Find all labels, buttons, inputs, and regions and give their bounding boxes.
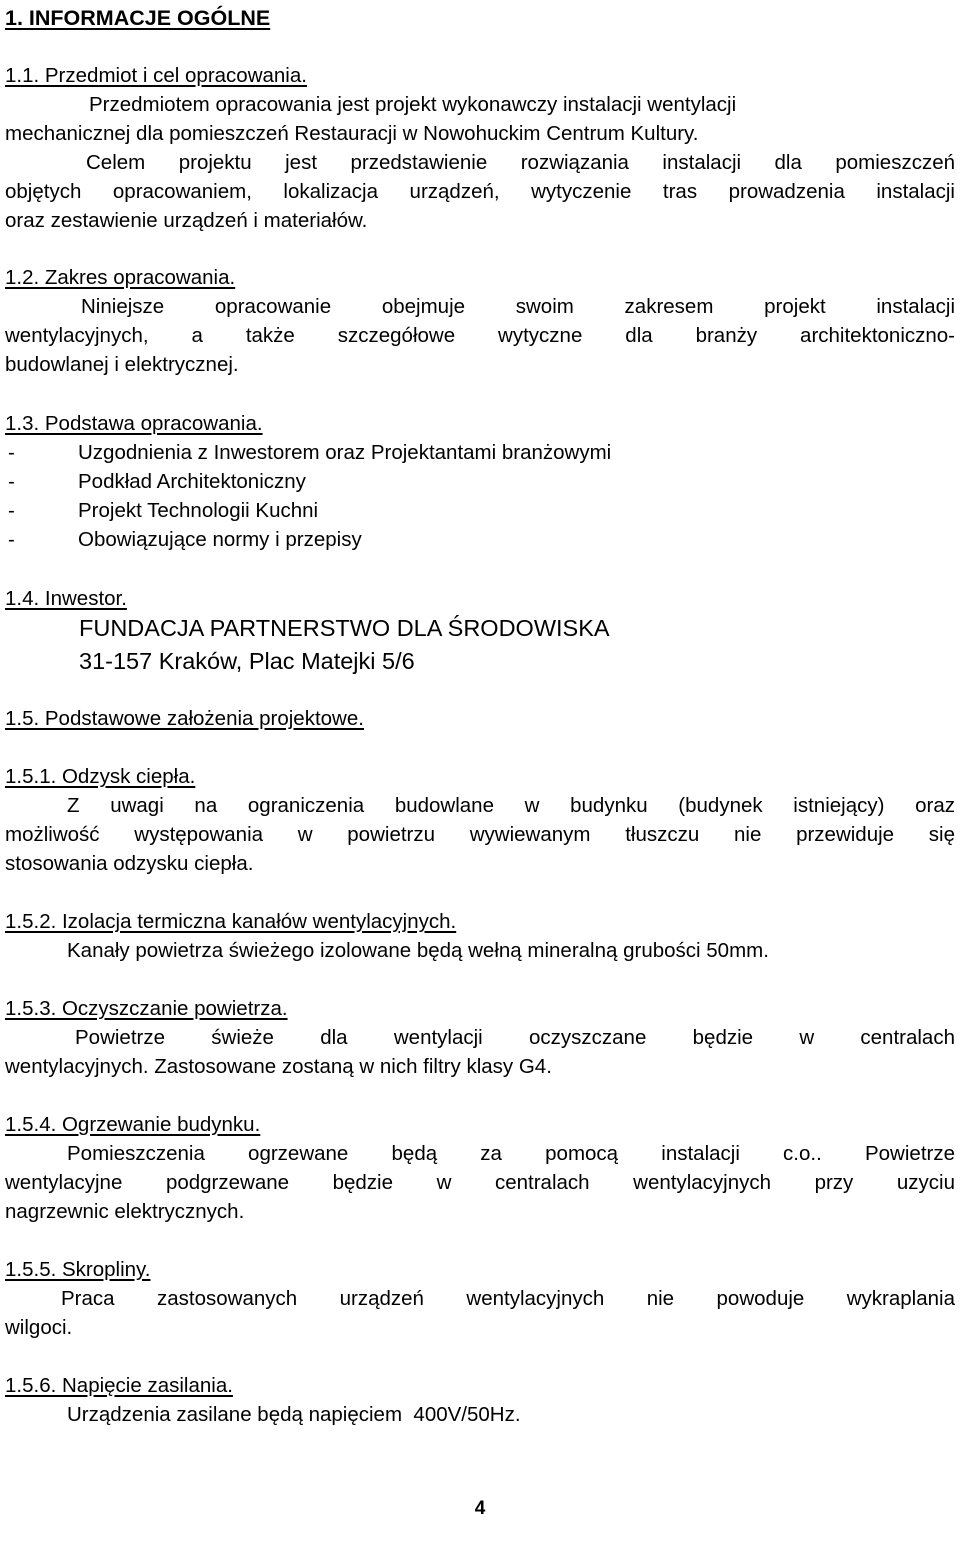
section-1-1-line: Celem projektu jest przedstawienie rozwiązania instalacji dla pomieszczeń <box>86 151 955 174</box>
list-item-text: Projekt Technologii Kuchni <box>78 499 319 522</box>
list-dash: - <box>8 470 15 493</box>
section-1-2-line: budowlanej i elektrycznej. <box>5 353 239 376</box>
section-1-1-line: objętych opracowaniem, lokalizacja urządzeń, wytyczenie tras prowadzenia instalacji <box>5 180 955 203</box>
section-1-5-4-line: nagrzewnic elektrycznych. <box>5 1200 245 1223</box>
section-1-4-title: 1.4. Inwestor. <box>5 587 127 610</box>
section-1-5-6-title: 1.5.6. Napięcie zasilania. <box>5 1374 233 1397</box>
section-1-5-2-line: Kanały powietrza świeżego izolowane będą wełną mineralną grubości 50mm. <box>67 939 769 962</box>
section-1-5-2-title: 1.5.2. Izolacja termiczna kanałów wentylacyjnych. <box>5 910 457 933</box>
section-1-3-title: 1.3. Podstawa opracowania. <box>5 412 263 435</box>
section-1-5-4-line: wentylacyjne podgrzewane będzie w centralach wentylacyjnych przy uzyciu <box>5 1171 955 1194</box>
section-1-5-3-title: 1.5.3. Oczyszczanie powietrza. <box>5 997 288 1020</box>
list-dash: - <box>8 499 15 522</box>
section-1-5-1-line: stosowania odzysku ciepła. <box>5 852 254 875</box>
page-number: 4 <box>474 1498 486 1519</box>
list-item-text: Uzgodnienia z Inwestorem oraz Projektantami branżowymi <box>78 441 612 464</box>
section-1-5-5-title: 1.5.5. Skropliny. <box>5 1258 151 1281</box>
section-1-1-line: Przedmiotem opracowania jest projekt wykonawczy instalacji wentylacji <box>89 93 737 116</box>
list-item <box>8 525 362 554</box>
list-item <box>8 496 318 525</box>
section-1-5-3-line: wentylacyjnych. Zastosowane zostaną w nich filtry klasy G4. <box>5 1055 552 1078</box>
investor-name: FUNDACJA PARTNERSTWO DLA ŚRODOWISKA <box>79 615 610 641</box>
section-1-5-4-title: 1.5.4. Ogrzewanie budynku. <box>5 1113 261 1136</box>
section-1-5-5-line: Praca zastosowanych urządzeń wentylacyjnych nie powoduje wykraplania <box>61 1287 955 1310</box>
list-item-text: Podkład Architektoniczny <box>78 470 306 493</box>
list-item <box>8 467 306 496</box>
section-1-1-title: 1.1. Przedmiot i cel opracowania. <box>5 64 307 87</box>
section-1-5-title: 1.5. Podstawowe założenia projektowe. <box>5 707 364 730</box>
section-1-5-1-line: Z uwagi na ograniczenia budowlane w budynku (budynek istniejący) oraz <box>67 794 955 817</box>
section-1-5-3-line: Powietrze świeże dla wentylacji oczyszczane będzie w centralach <box>75 1026 955 1049</box>
list-dash: - <box>8 441 15 464</box>
list-item-text: Obowiązujące normy i przepisy <box>78 528 362 551</box>
list-dash: - <box>8 528 15 551</box>
section-1-1-line: mechanicznej dla pomieszczeń Restauracji w Nowohuckim Centrum Kultury. <box>5 122 699 145</box>
section-1-5-4-line: Pomieszczenia ogrzewane będą za pomocą instalacji c.o.. Powietrze <box>67 1142 955 1165</box>
list-item <box>8 438 611 467</box>
section-1-2-title: 1.2. Zakres opracowania. <box>5 266 236 289</box>
section-1-5-1-title: 1.5.1. Odzysk ciepła. <box>5 765 196 788</box>
section-1-5-5-line: wilgoci. <box>5 1316 73 1339</box>
section-1-2-line: Niniejsze opracowanie obejmuje swoim zakresem projekt instalacji <box>81 295 955 318</box>
section-1-5-6-line: Urządzenia zasilane będą napięciem 400V/50Hz. <box>67 1403 521 1426</box>
investor-address: 31-157 Kraków, Plac Matejki 5/6 <box>79 648 415 674</box>
section-1-2-line: wentylacyjnych, a także szczegółowe wytyczne dla branży architektoniczno- <box>5 324 955 347</box>
section-1-5-1-line: możliwość występowania w powietrzu wywiewanym tłuszczu nie przewiduje się <box>5 823 955 846</box>
section-1-1-line: oraz zestawienie urządzeń i materiałów. <box>5 209 368 232</box>
main-heading: 1. INFORMACJE OGÓLNE <box>5 6 271 30</box>
